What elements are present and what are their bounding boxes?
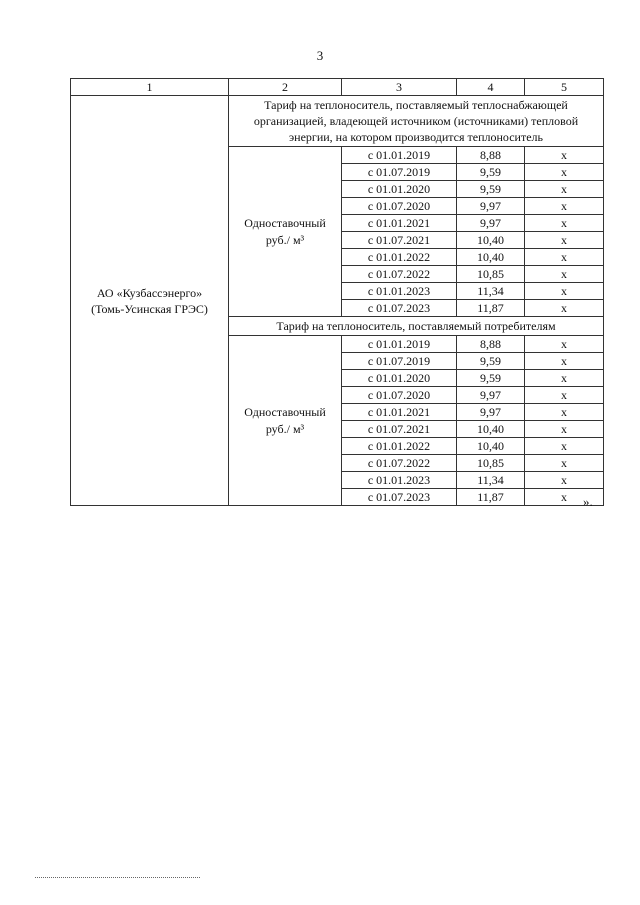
mark-cell: х — [525, 370, 604, 387]
mark-cell: х — [525, 455, 604, 472]
period-cell: с 01.07.2019 — [342, 164, 457, 181]
tariff-value-cell: 9,97 — [457, 198, 525, 215]
mark-cell: х — [525, 421, 604, 438]
tariff-value-cell: 8,88 — [457, 147, 525, 164]
period-cell: с 01.01.2021 — [342, 404, 457, 421]
period-cell: с 01.01.2020 — [342, 181, 457, 198]
period-cell: с 01.07.2020 — [342, 387, 457, 404]
period-cell: с 01.01.2023 — [342, 472, 457, 489]
tariff-value-cell: 10,40 — [457, 232, 525, 249]
period-cell: с 01.01.2019 — [342, 147, 457, 164]
period-cell: с 01.07.2022 — [342, 455, 457, 472]
period-cell: с 01.01.2019 — [342, 336, 457, 353]
tariff-value-cell: 11,34 — [457, 472, 525, 489]
tariff-value-cell: 9,97 — [457, 404, 525, 421]
organization-name: АО «Кузбассэнерго» — [96, 285, 203, 300]
tariff-value-cell: 10,40 — [457, 249, 525, 266]
period-cell: с 01.07.2023 — [342, 300, 457, 317]
mark-cell: х — [525, 164, 604, 181]
mark-cell: х — [525, 300, 604, 317]
period-cell: с 01.01.2020 — [342, 370, 457, 387]
tariff-value-cell: 9,97 — [457, 215, 525, 232]
header-cell-5: 5 — [525, 79, 604, 96]
tariff-value-cell: 11,87 — [457, 489, 525, 506]
header-cell-2: 2 — [229, 79, 342, 96]
header-row — [71, 79, 604, 96]
period-cell: с 01.01.2021 — [342, 215, 457, 232]
section-1-title: Тариф на теплоноситель, поставляемый теплоснабжающей организацией, владеющей источником (источниками) тепловой энергии, на котором производится теплоноситель — [229, 96, 604, 147]
mark-cell: х — [525, 266, 604, 283]
tariff-value-cell: 11,87 — [457, 300, 525, 317]
mark-cell: х — [525, 387, 604, 404]
mark-cell: х — [525, 283, 604, 300]
period-cell: с 01.07.2023 — [342, 489, 457, 506]
mark-cell: х — [525, 489, 604, 506]
tariff-value-cell: 8,88 — [457, 336, 525, 353]
mark-cell: х — [525, 181, 604, 198]
period-cell: с 01.07.2019 — [342, 353, 457, 370]
section-2-title: Тариф на теплоноситель, поставляемый потребителям — [229, 317, 604, 336]
tariff-table — [70, 78, 604, 506]
period-cell: с 01.01.2022 — [342, 249, 457, 266]
mark-cell: х — [525, 232, 604, 249]
tariff-value-cell: 9,59 — [457, 181, 525, 198]
tariff-value-cell: 9,59 — [457, 370, 525, 387]
rate-type-cell — [229, 147, 342, 317]
tariff-value-cell: 9,59 — [457, 164, 525, 181]
page-number: 3 — [316, 48, 324, 63]
rate-name: Одноставочный — [244, 215, 326, 230]
period-cell: с 01.01.2022 — [342, 438, 457, 455]
period-cell: с 01.07.2021 — [342, 421, 457, 438]
tariff-value-cell: 11,34 — [457, 283, 525, 300]
organization-cell — [71, 96, 229, 506]
rate-name: Одноставочный — [244, 404, 326, 419]
period-cell: с 01.07.2020 — [342, 198, 457, 215]
period-cell: с 01.07.2021 — [342, 232, 457, 249]
header-cell-4: 4 — [457, 79, 525, 96]
mark-cell: х — [525, 215, 604, 232]
mark-cell: х — [525, 147, 604, 164]
footer-line — [35, 877, 200, 878]
section-1-title-row — [71, 96, 604, 147]
period-cell: с 01.07.2022 — [342, 266, 457, 283]
tariff-value-cell: 10,85 — [457, 266, 525, 283]
header-cell-3: 3 — [342, 79, 457, 96]
mark-cell: х — [525, 353, 604, 370]
tariff-value-cell: 10,85 — [457, 455, 525, 472]
closing-mark: ». — [583, 494, 593, 509]
tariff-value-cell: 9,97 — [457, 387, 525, 404]
rate-type-cell — [229, 336, 342, 506]
rate-unit: руб./ м³ — [265, 421, 305, 436]
mark-cell: х — [525, 472, 604, 489]
mark-cell: х — [525, 404, 604, 421]
organization-plant: (Томь-Усинская ГРЭС) — [91, 301, 208, 316]
mark-cell: х — [525, 438, 604, 455]
tariff-value-cell: 9,59 — [457, 353, 525, 370]
rate-unit: руб./ м³ — [265, 232, 305, 247]
mark-cell: х — [525, 336, 604, 353]
tariff-value-cell: 10,40 — [457, 421, 525, 438]
mark-cell: х — [525, 249, 604, 266]
period-cell: с 01.01.2023 — [342, 283, 457, 300]
tariff-value-cell: 10,40 — [457, 438, 525, 455]
header-cell-1: 1 — [71, 79, 229, 96]
mark-cell: х — [525, 198, 604, 215]
